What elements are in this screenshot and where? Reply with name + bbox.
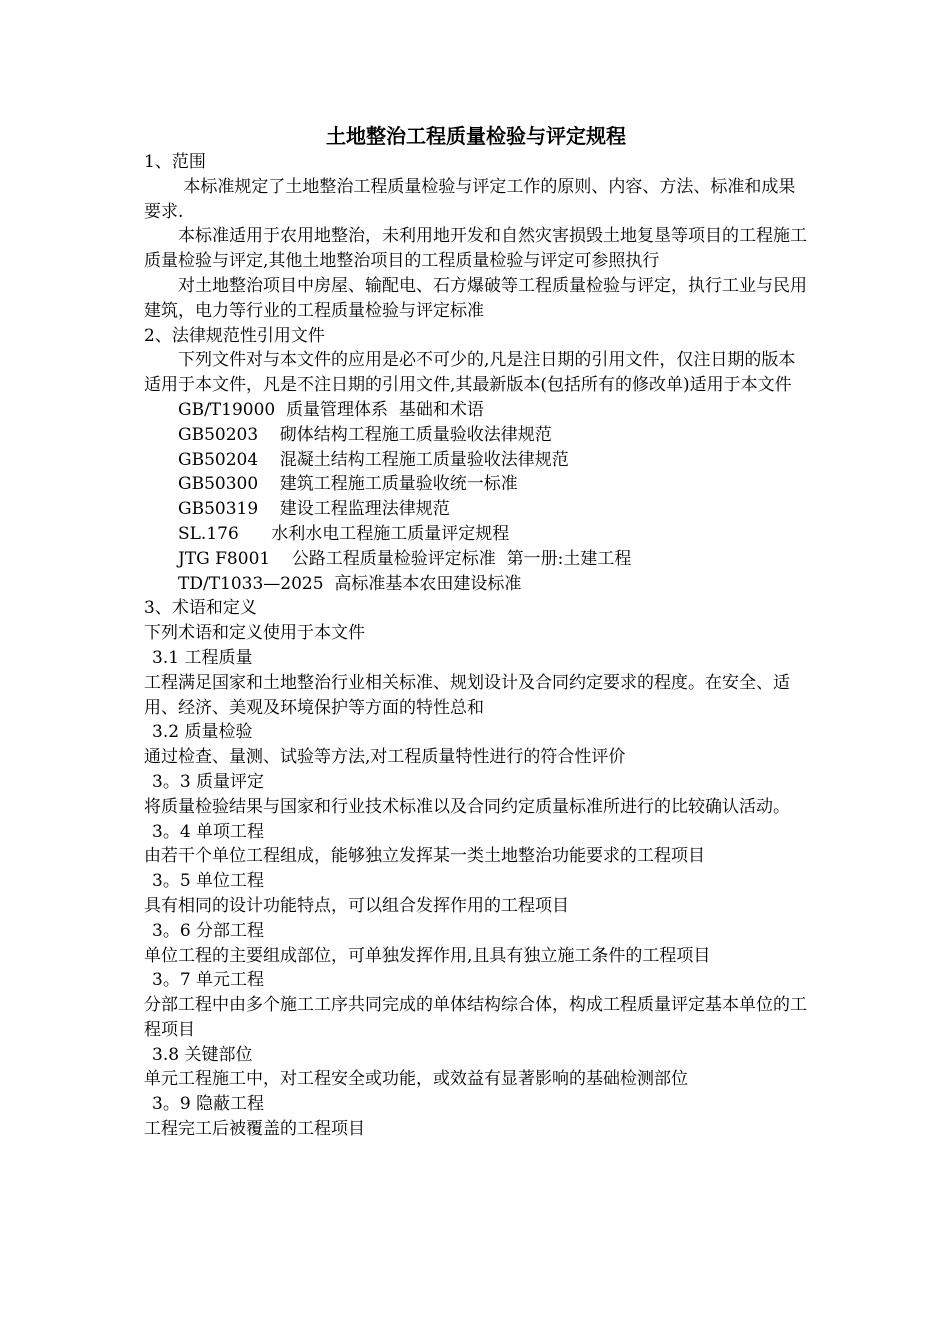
term-heading: 3。3 质量评定 — [152, 771, 265, 792]
reference-item: TD/T1033—2025 高标准基本农田建设标准 — [178, 573, 522, 594]
term-heading: 3.8 关键部位 — [152, 1044, 253, 1065]
term-heading: 3。9 隐蔽工程 — [152, 1094, 265, 1115]
term-definition: 具有相同的设计功能特点，可以组合发挥作用的工程项目 — [144, 895, 569, 916]
reference-item: GB50300 建筑工程施工质量验收统一标准 — [178, 474, 518, 495]
term-definition: 分部工程中由多个施工工序共同完成的单体结构综合体，构成工程质量评定基本单位的工程项目 — [144, 995, 807, 1040]
reference-item: GB/T19000 质量管理体系 基础和术语 — [178, 399, 484, 420]
term-definition: 将质量检验结果与国家和行业技术标准以及合同约定质量标准所进行的比较确认活动。 — [144, 796, 790, 817]
term-definition: 工程完工后被覆盖的工程项目 — [144, 1119, 365, 1140]
term-definition: 单元工程施工中，对工程安全或功能，或效益有显著影响的基础检测部位 — [144, 1069, 688, 1090]
term-heading: 3。7 单元工程 — [152, 970, 265, 991]
document-body — [144, 122, 808, 1142]
term-definition: 由若干个单位工程组成，能够独立发挥某一类土地整治功能要求的工程项目 — [144, 846, 705, 867]
reference-item: GB50203 砌体结构工程施工质量验收法律规范 — [178, 424, 552, 445]
term-heading: 3。6 分部工程 — [152, 920, 265, 941]
term-heading: 3。4 单项工程 — [152, 821, 265, 842]
reference-item: GB50319 建设工程监理法律规范 — [178, 499, 450, 520]
document-title: 土地整治工程质量检验与评定规程 — [326, 124, 626, 148]
term-definition: 通过检查、量测、试验等方法,对工程质量特性进行的符合性评价 — [144, 747, 626, 768]
paragraph: 下列术语和定义使用于本文件 — [144, 623, 365, 644]
term-definition: 工程满足国家和土地整治行业相关标准、规划设计及合同约定要求的程度。在安全、适用、经济、美观及环境保护等方面的特性总和 — [144, 672, 790, 718]
reference-item: GB50204 混凝土结构工程施工质量验收法律规范 — [178, 449, 569, 470]
paragraph: 本标准规定了土地整治工程质量检验与评定工作的原则、内容、方法、标准和成果要求. — [144, 176, 796, 222]
paragraph: 下列文件对与本文件的应用是必不可少的,凡是注日期的引用文件，仅注日期的版本适用于本文件，凡是不注日期的引用文件,其最新版本(包括所有的修改单)适用于本文件 — [144, 350, 796, 396]
section-heading: 1、范围 — [144, 152, 206, 172]
section-heading: 3、术语和定义 — [144, 598, 257, 619]
term-heading: 3.1 工程质量 — [152, 647, 253, 668]
term-heading: 3.2 质量检验 — [152, 722, 253, 743]
term-heading: 3。5 单位工程 — [152, 871, 265, 892]
paragraph: 本标准适用于农用地整治，未利用地开发和自然灾害损毁土地复垦等项目的工程施工质量检验与评定,其他土地整治项目的工程质量检验与评定可参照执行 — [144, 226, 807, 272]
section-heading: 2、法律规范性引用文件 — [144, 325, 325, 346]
reference-item: SL.176 水利水电工程施工质量评定规程 — [178, 523, 510, 544]
term-definition: 单位工程的主要组成部位，可单独发挥作用,且具有独立施工条件的工程项目 — [144, 945, 711, 966]
reference-item: JTG F8001 公路工程质量检验评定标准 第一册:土建工程 — [178, 548, 632, 569]
paragraph: 对土地整治项目中房屋、输配电、石方爆破等工程质量检验与评定，执行工业与民用建筑，电力等行业的工程质量检验与评定标准 — [144, 275, 807, 321]
